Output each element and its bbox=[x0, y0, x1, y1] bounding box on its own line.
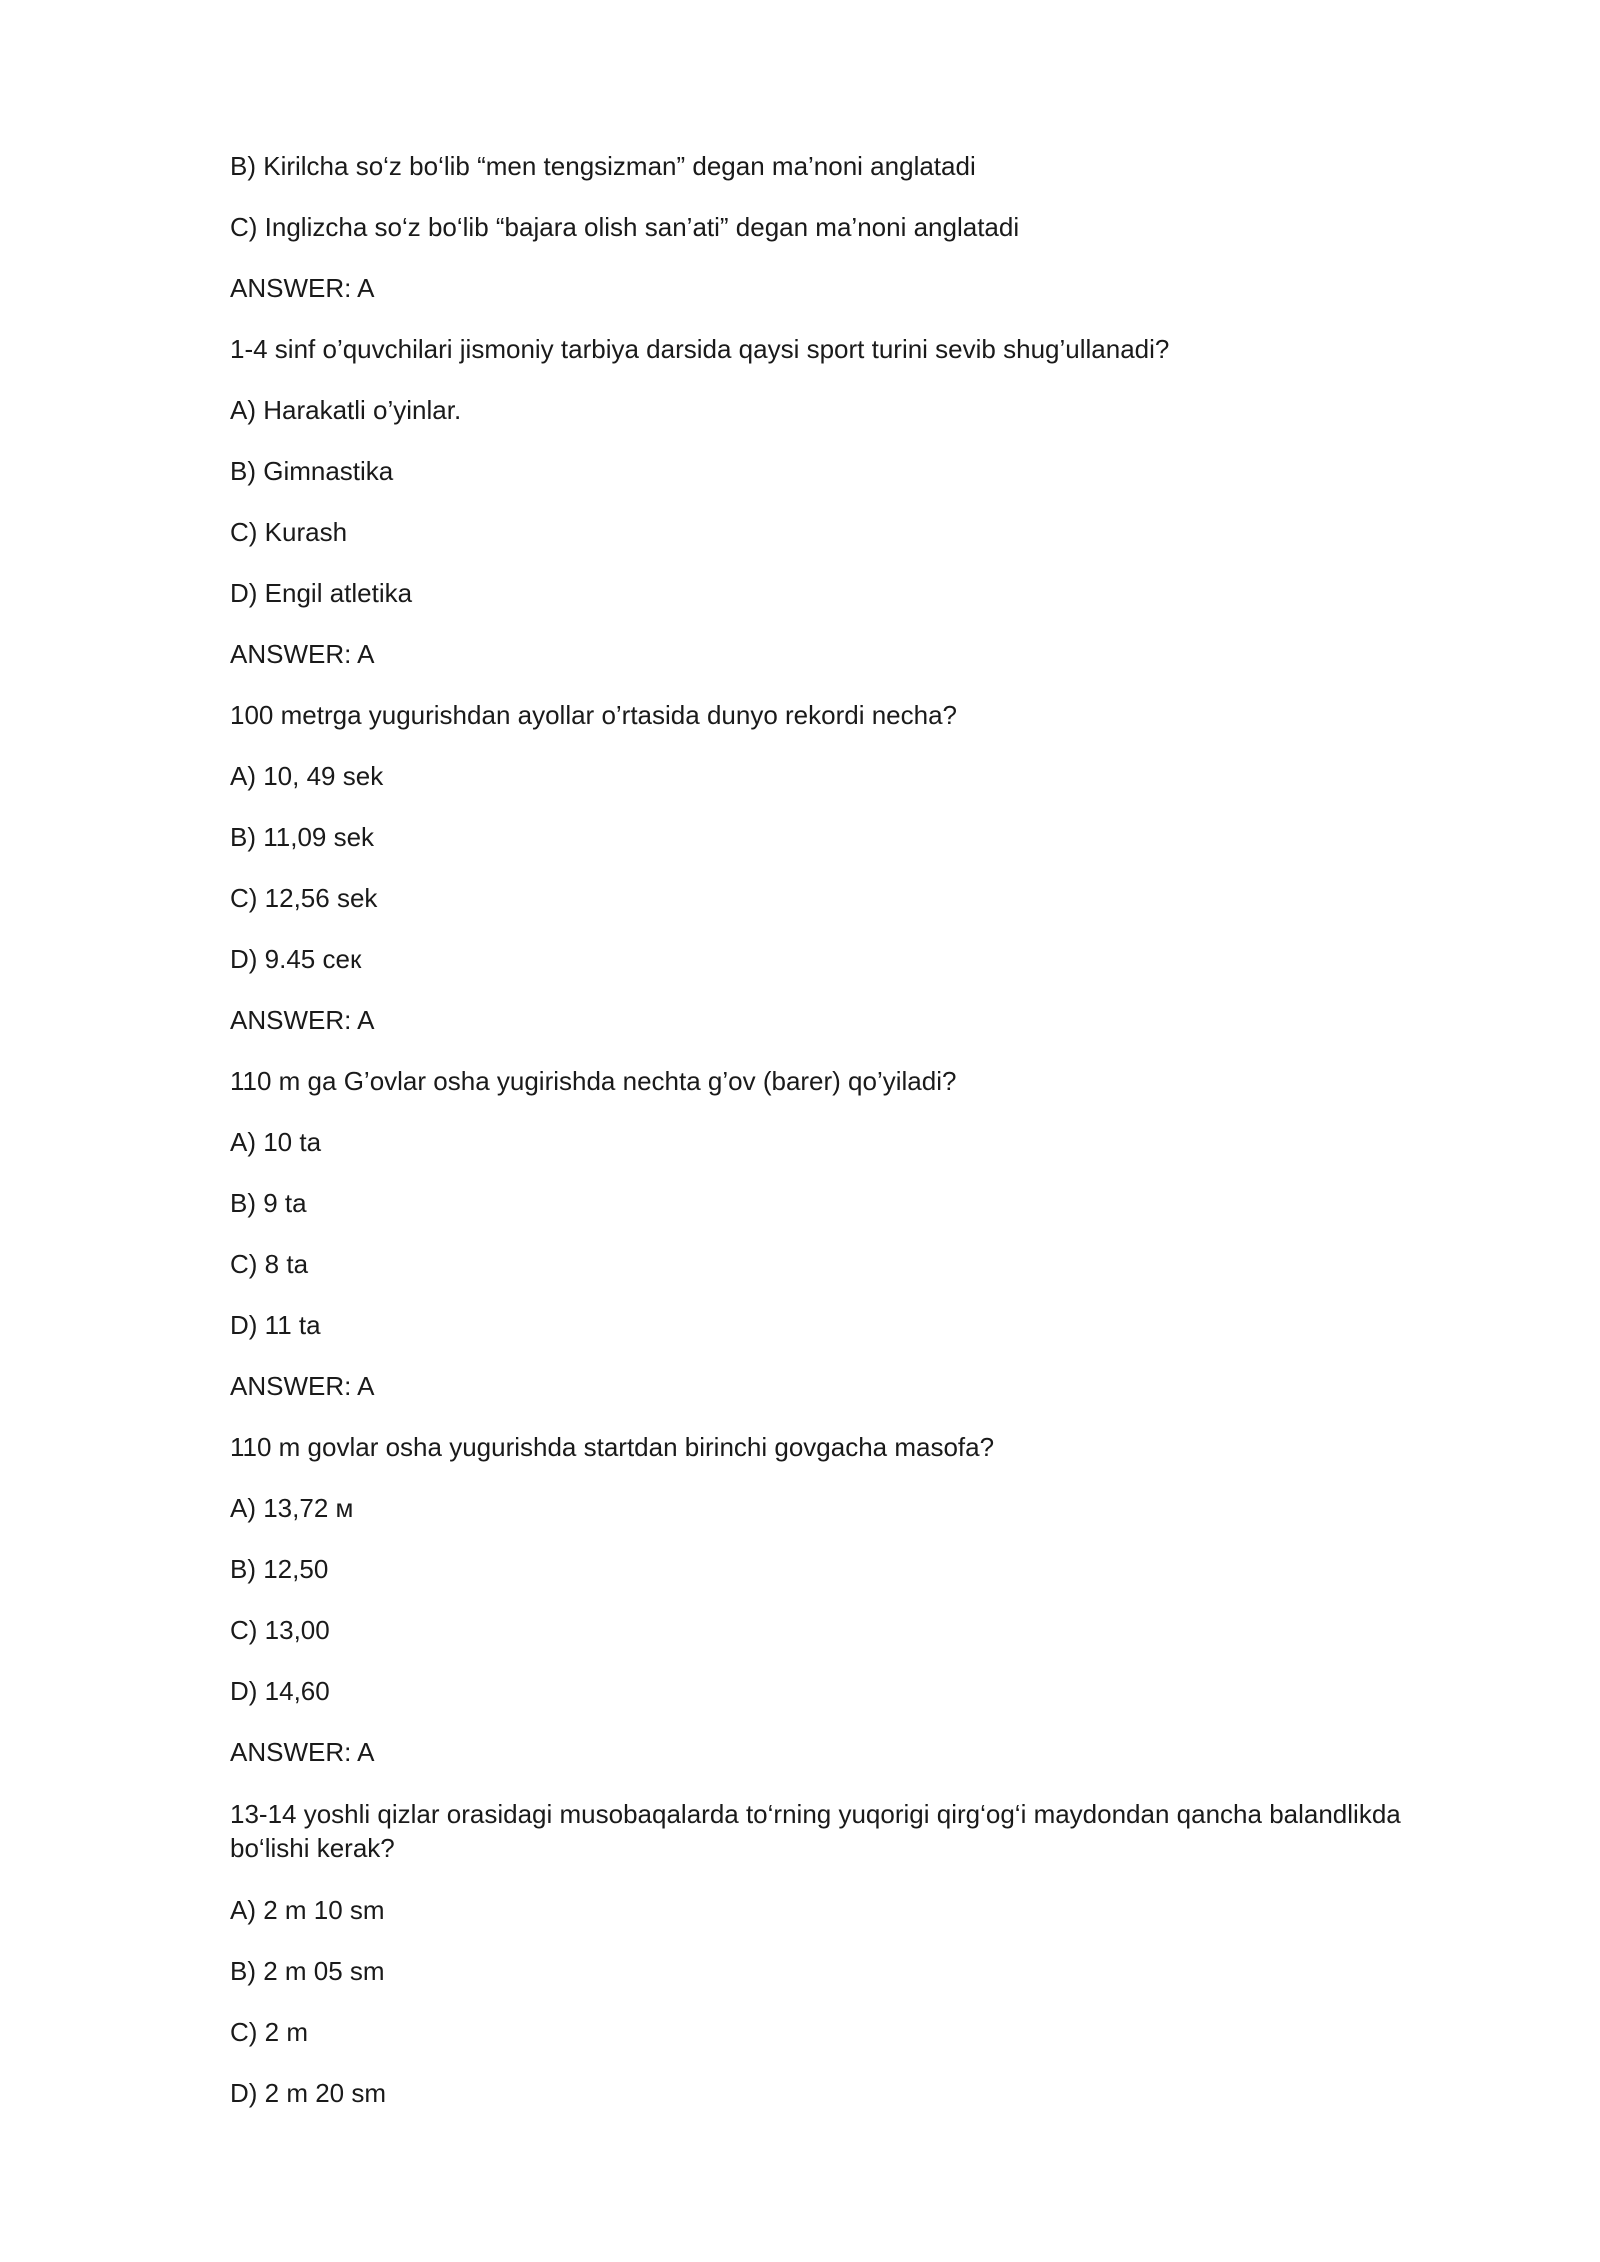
answer-key: ANSWER: A bbox=[230, 639, 375, 669]
answer-option: C) 2 m bbox=[230, 2017, 308, 2047]
answer-key: ANSWER: A bbox=[230, 1737, 375, 1767]
answer-option: A) 2 m 10 sm bbox=[230, 1895, 385, 1925]
answer-key: ANSWER: A bbox=[230, 273, 375, 303]
answer-option: C) Inglizcha so‘z bo‘lib “bajara olish san’ati” degan ma’noni anglatadi bbox=[230, 212, 1020, 242]
answer-option: C) 13,00 bbox=[230, 1615, 330, 1645]
answer-option: B) 11,09 sek bbox=[230, 822, 375, 852]
answer-option: D) 2 m 20 sm bbox=[230, 2078, 387, 2108]
answer-option: B) 12,50 bbox=[230, 1554, 329, 1584]
answer-option: A) Harakatli o’yinlar. bbox=[230, 395, 462, 425]
question-text: 1-4 sinf o’quvchilari jismoniy tarbiya darsida qaysi sport turini sevib shug’ullanadi? bbox=[230, 334, 1170, 364]
question-text: 110 m govlar osha yugurishda startdan birinchi govgacha masofa? bbox=[230, 1432, 995, 1462]
answer-key: ANSWER: A bbox=[230, 1371, 375, 1401]
question-text: 110 m ga G’ovlar osha yugirishda nechta g’ov (barer) qo’yiladi? bbox=[230, 1066, 957, 1096]
answer-option: A) 10 ta bbox=[230, 1127, 322, 1157]
answer-key: ANSWER: A bbox=[230, 1005, 375, 1035]
answer-option: B) Kirilcha so‘z bo‘lib “men tengsizman” degan ma’noni anglatadi bbox=[230, 151, 976, 181]
answer-option: C) Kurash bbox=[230, 517, 348, 547]
document-body bbox=[230, 150, 1470, 2138]
answer-option: C) 8 ta bbox=[230, 1249, 309, 1279]
answer-option: B) 2 m 05 sm bbox=[230, 1956, 385, 1986]
answer-option: C) 12,56 sek bbox=[230, 883, 378, 913]
question-text: 13-14 yoshli qizlar orasidagi musobaqalarda to‘rning yuqorigi qirg‘og‘i maydondan qancha balandlikda bo‘lishi kerak? bbox=[230, 1799, 1401, 1863]
answer-option: D) 9.45 сек bbox=[230, 944, 362, 974]
answer-option: D) 11 ta bbox=[230, 1310, 321, 1340]
answer-option: B) 9 ta bbox=[230, 1188, 307, 1218]
answer-option: D) Engil atletika bbox=[230, 578, 413, 608]
answer-option: B) Gimnastika bbox=[230, 456, 394, 486]
question-text: 100 metrga yugurishdan ayollar o’rtasida dunyo rekordi necha? bbox=[230, 700, 957, 730]
answer-option: A) 10, 49 sek bbox=[230, 761, 384, 791]
answer-option: D) 14,60 bbox=[230, 1676, 330, 1706]
answer-option: A) 13,72 м bbox=[230, 1493, 354, 1523]
